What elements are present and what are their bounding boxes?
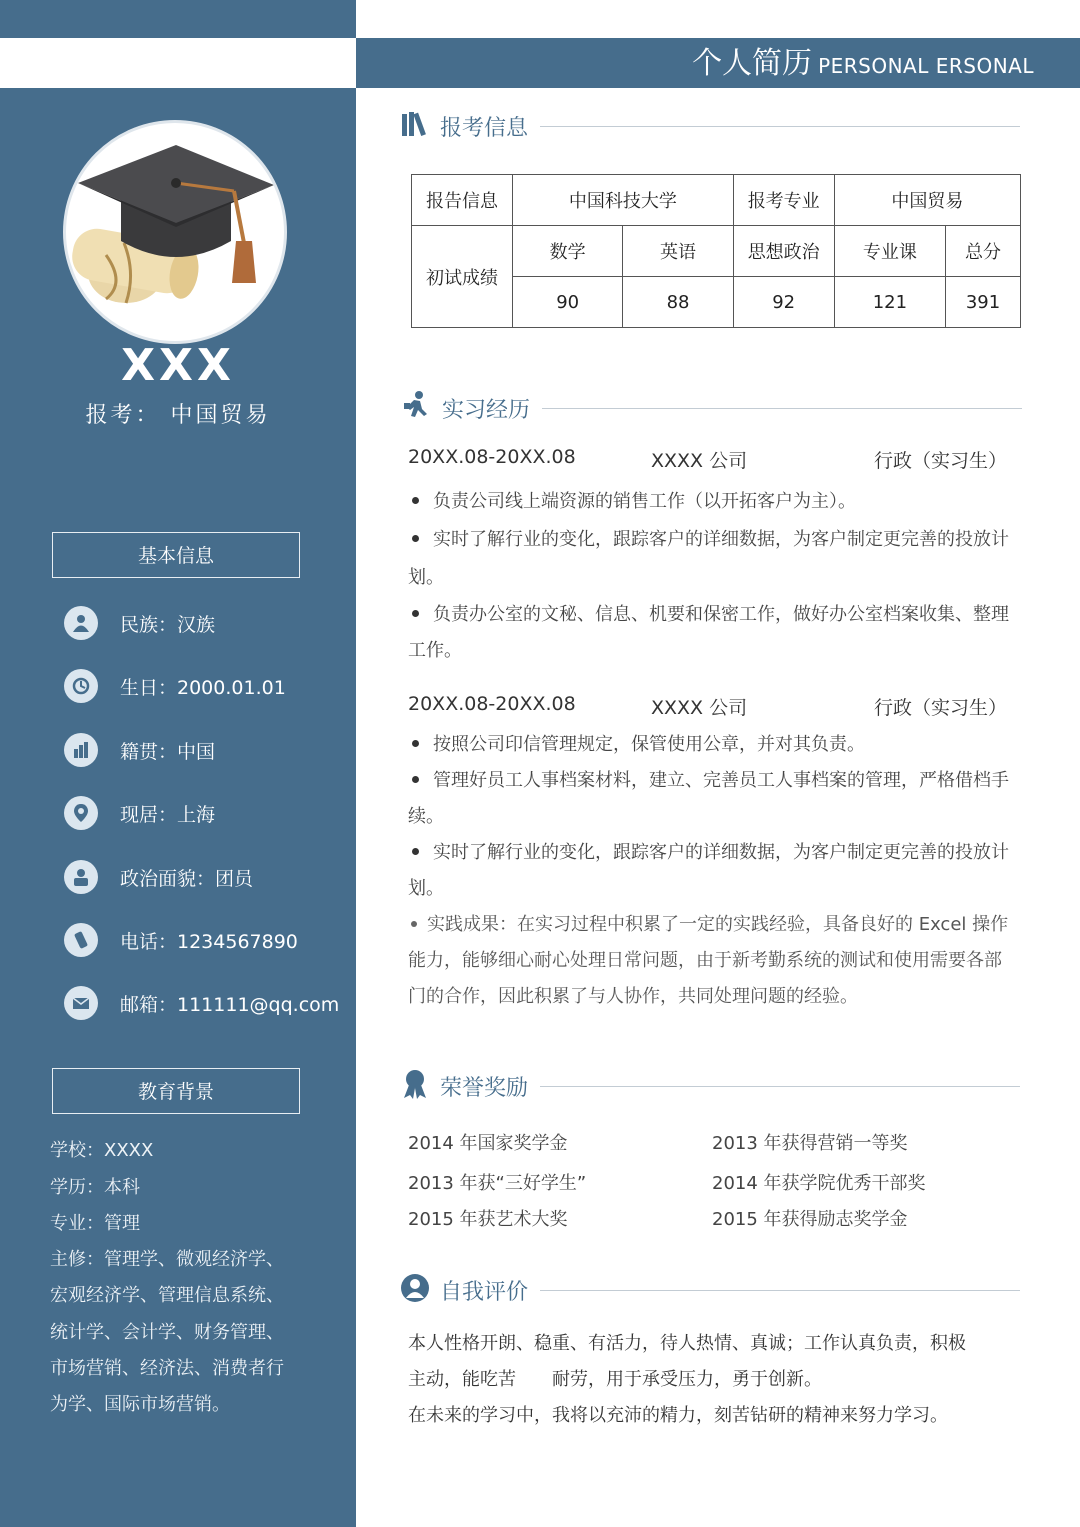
table-cell: 88 xyxy=(623,277,733,328)
books-icon xyxy=(400,110,430,142)
edu-line: 市场营销、经济法、消费者行 xyxy=(50,1358,284,1379)
user-circle-icon xyxy=(400,1273,430,1307)
info-residence: 现居：上海 xyxy=(64,795,215,831)
resume-title: 个人简历 PERSONAL ERSONAL xyxy=(692,46,1034,81)
info-email: 邮箱：111111@qq.com xyxy=(64,985,339,1021)
table-cell: 报考专业 xyxy=(733,175,834,226)
table-cell: 专业课 xyxy=(834,226,945,277)
table-cell: 初试成绩 xyxy=(412,226,513,328)
candidate-name: XXX xyxy=(121,340,235,391)
politics-icon xyxy=(64,860,98,894)
job-bullets xyxy=(408,727,1012,1015)
job-role: 行政（实习生） xyxy=(874,697,1008,719)
apply-target: 报考： 中国贸易 xyxy=(85,403,271,428)
education-heading: 教育背景 xyxy=(52,1068,300,1114)
job-bullets xyxy=(408,483,1012,669)
list-item: 实践成果：在实习过程中积累了一定的实践经验，具备良好的 Excel 操作能力，能够细心耐心处理日常问题，由于新考勤系统的测试和使用需要各部门的合作，因此积累了与人协作，共同处理问题的经验。 xyxy=(408,914,1009,1007)
info-birthday: 生日：2000.01.01 xyxy=(64,668,286,704)
award-item: 2013 年获得营销一等奖 xyxy=(712,1133,908,1154)
table-cell: 90 xyxy=(513,277,623,328)
internship-section-title: 实习经历 xyxy=(400,390,1022,426)
table-cell: 总分 xyxy=(946,226,1021,277)
award-item: 2015 年获得励志奖学金 xyxy=(712,1209,908,1230)
self-eval-section-title: 自我评价 xyxy=(400,1272,1020,1308)
edu-line: 专业：管理 xyxy=(50,1213,140,1234)
basic-info-heading: 基本信息 xyxy=(52,532,300,578)
table-cell: 391 xyxy=(946,277,1021,328)
exam-score-table xyxy=(411,174,1021,328)
mail-icon xyxy=(64,986,98,1020)
award-item: 2014 年国家奖学金 xyxy=(408,1133,568,1154)
info-ethnicity: 民族：汉族 xyxy=(64,605,215,641)
self-eval-text: 本人性格开朗、稳重、有活力，待人热情、真诚；工作认真负责，积极 主动，能吃苦 耐劳，用于承受压力，勇于创新。 在未来的学习中，我将以充沛的精力，刻苦钻研的精神来努力学习。 xyxy=(408,1333,966,1426)
table-cell: 中国科技大学 xyxy=(513,175,734,226)
info-phone: 电话：1234567890 xyxy=(64,922,298,958)
birthday-icon xyxy=(64,669,98,703)
award-item: 2014 年获学院优秀干部奖 xyxy=(712,1173,926,1194)
job-company: XXXX 公司 xyxy=(651,697,748,719)
info-native-place: 籍贯：中国 xyxy=(64,732,215,768)
award-item: 2015 年获艺术大奖 xyxy=(408,1209,568,1230)
edu-line: 学历：本科 xyxy=(50,1177,140,1198)
building-icon xyxy=(64,733,98,767)
walking-person-icon xyxy=(400,390,432,426)
job-role: 行政（实习生） xyxy=(874,450,1008,472)
list-item: 实时了解行业的变化，跟踪客户的详细数据，为客户制定更完善的投放计划。 xyxy=(408,529,1009,588)
list-item: 负责公司线上端资源的销售工作（以开拓客户为主）。 xyxy=(408,483,1012,521)
divider xyxy=(540,126,1020,127)
edu-line: 统计学、会计学、财务管理、 xyxy=(50,1322,284,1343)
list-item: 实时了解行业的变化，跟踪客户的详细数据，为客户制定更完善的投放计划。 xyxy=(408,842,1009,899)
info-political-status: 政治面貌：团员 xyxy=(64,859,253,895)
award-ribbon-icon xyxy=(400,1068,430,1104)
phone-icon xyxy=(64,923,98,957)
table-cell: 报告信息 xyxy=(412,175,513,226)
job-date: 20XX.08-20XX.08 xyxy=(408,446,576,468)
list-item: 管理好员工人事档案材料，建立、完善员工人事档案的管理，严格借档手续。 xyxy=(408,770,1009,827)
list-item: 负责办公室的文秘、信息、机要和保密工作，做好办公室档案收集、整理工作。 xyxy=(408,604,1009,661)
divider xyxy=(542,408,1022,409)
divider xyxy=(540,1290,1020,1291)
exam-section-title: 报考信息 xyxy=(400,108,1020,144)
job-date: 20XX.08-20XX.08 xyxy=(408,693,576,715)
honors-section-title: 荣誉奖励 xyxy=(400,1068,1020,1104)
edu-line: 学校：XXXX xyxy=(50,1140,154,1161)
table-cell: 英语 xyxy=(623,226,733,277)
edu-line: 主修：管理学、微观经济学、 xyxy=(50,1249,284,1270)
table-cell: 121 xyxy=(834,277,945,328)
table-cell: 思想政治 xyxy=(733,226,834,277)
job-company: XXXX 公司 xyxy=(651,450,748,472)
header-bar xyxy=(356,38,1080,88)
edu-line: 宏观经济学、管理信息系统、 xyxy=(50,1285,284,1306)
table-cell: 数学 xyxy=(513,226,623,277)
edu-line: 为学、国际市场营销。 xyxy=(50,1394,230,1415)
graduation-cap-avatar xyxy=(63,120,287,344)
divider xyxy=(540,1086,1020,1087)
table-cell: 92 xyxy=(733,277,834,328)
location-pin-icon xyxy=(64,796,98,830)
person-icon xyxy=(64,606,98,640)
sidebar-top-strip xyxy=(0,38,356,88)
award-item: 2013 年获“三好学生” xyxy=(408,1173,587,1194)
list-item: 按照公司印信管理规定，保管使用公章，并对其负责。 xyxy=(408,727,1012,763)
table-cell: 中国贸易 xyxy=(834,175,1020,226)
